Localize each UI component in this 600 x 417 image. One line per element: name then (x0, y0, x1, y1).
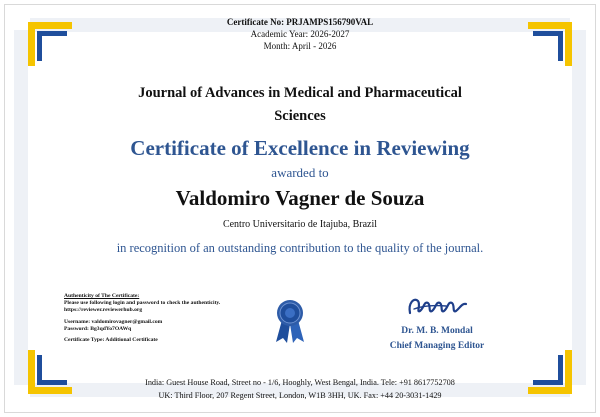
award-ribbon-icon (273, 298, 307, 344)
recipient-name: Valdomiro Vagner de Souza (175, 186, 425, 210)
authenticity-block (64, 293, 254, 344)
authenticity-url[interactable]: https://reviewer.reviewerhub.org (64, 307, 143, 314)
awarded-to-label: awarded to (271, 165, 329, 180)
authenticity-heading: Authenticity of The Certificate: (64, 293, 140, 299)
recipient-affiliation: Centro Universitario de Itajuba, Brazil (222, 219, 378, 230)
authenticity-password: Password: Bg3qdYo7OAWq (64, 325, 132, 332)
journal-name-line2: Sciences (274, 108, 326, 124)
academic-year: Academic Year: 2026-2027 (250, 29, 350, 39)
authenticity-username: Username: valdomirovagner@gmail.com (64, 318, 163, 325)
recognition-statement: in recognition of an outstanding contribution to the quality of the journal. (116, 241, 484, 255)
authenticity-instruction: Please use following login and password to check the authenticity. (64, 300, 221, 307)
footer-address-india: India: Guest House Road, Street no - 1/6, Hooghly, West Bengal, India. Tele: +91 8617752708 (145, 378, 455, 387)
signature-mark (402, 291, 472, 321)
signatory-name: Dr. M. B. Mondal (401, 326, 473, 336)
certificate-month: Month: April - 2026 (263, 41, 337, 51)
journal-name-line1: Journal of Advances in Medical and Pharmaceutical (138, 85, 462, 101)
certificate-title: Certificate of Excellence in Reviewing (130, 136, 470, 160)
certificate-type: Certificate Type: Additional Certificate (64, 337, 158, 344)
footer-address-uk: UK: Third Floor, 207 Regent Street, London, W1B 3HH, UK. Fax: +44 20-3031-1429 (158, 391, 442, 400)
certificate-number: Certificate No: PRJAMPS156790VAL (226, 17, 374, 27)
signatory-role: Chief Managing Editor (389, 341, 485, 351)
